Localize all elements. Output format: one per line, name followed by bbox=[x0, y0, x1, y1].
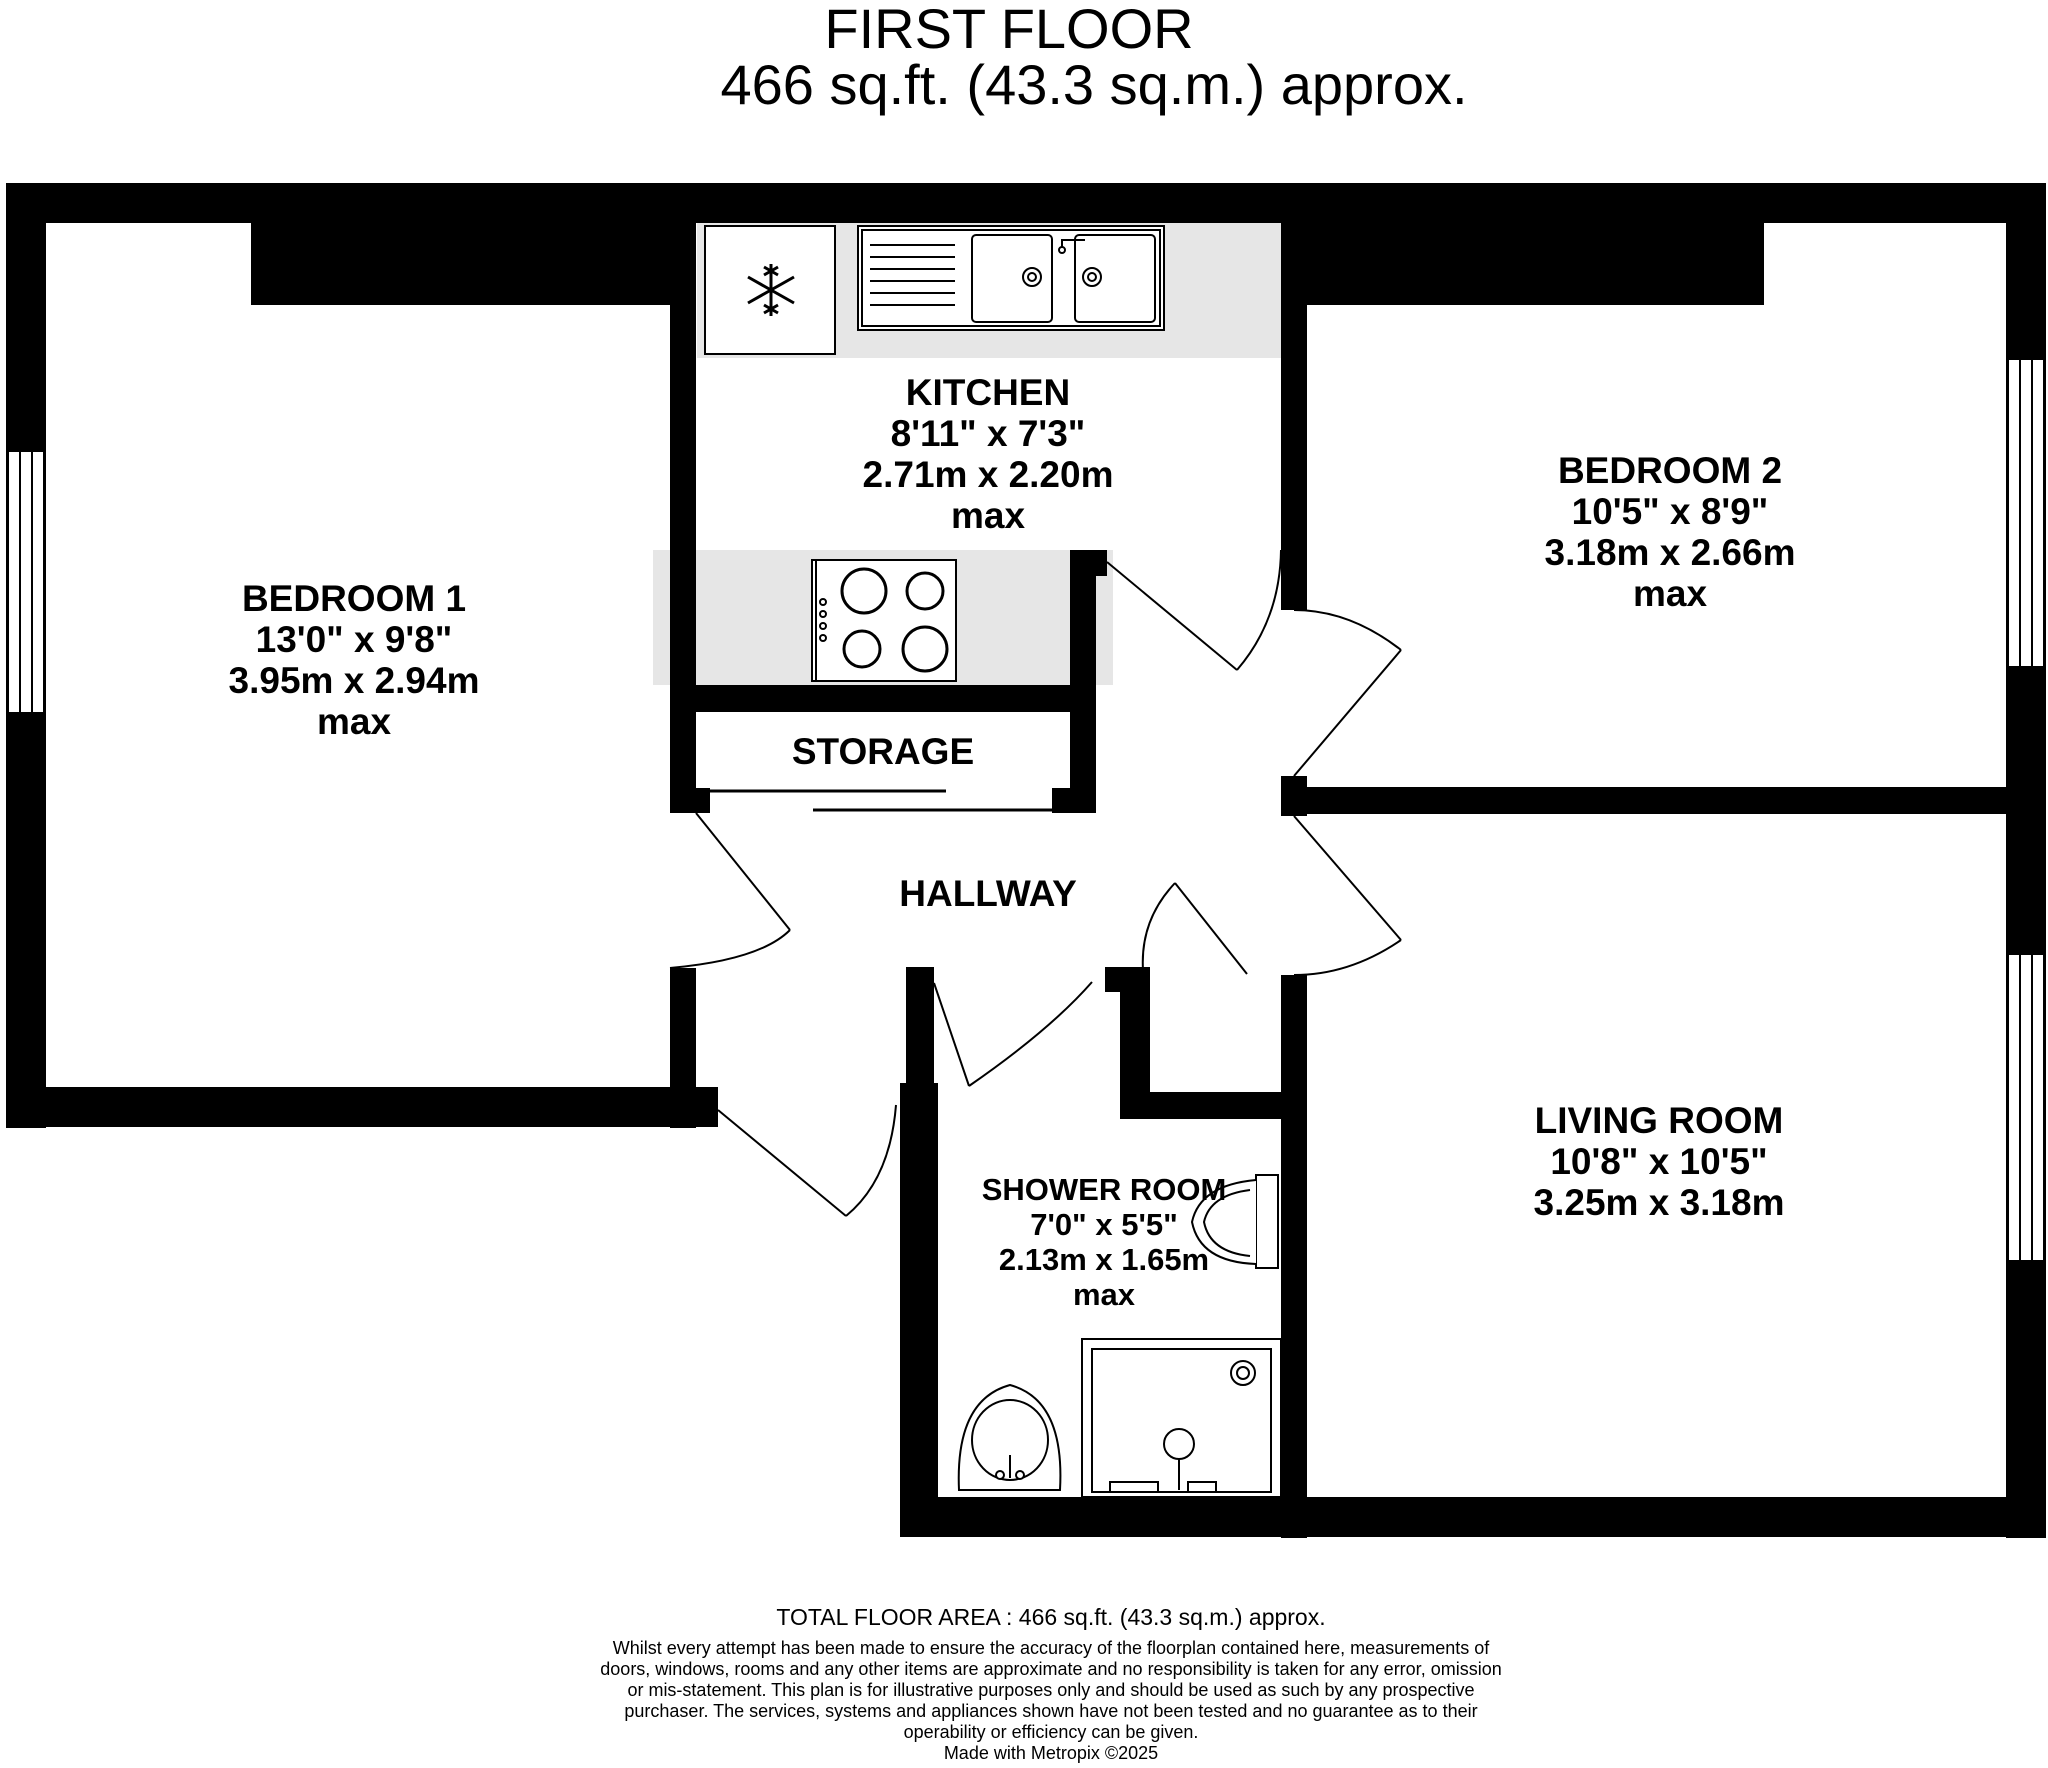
room-size-note: max bbox=[1072, 1277, 1136, 1312]
storage-sliding-door bbox=[710, 791, 1052, 810]
floor-title: FIRST FLOOR bbox=[824, 0, 1194, 60]
basin-icon bbox=[959, 1385, 1061, 1490]
room-size-imperial: 8'11" x 7'3" bbox=[890, 413, 1086, 454]
disclaimer: Whilst every attempt has been made to ensure the accuracy of the floorplan contained here, measurements of doors, windows, rooms and any other items are approximate and no responsibility is taken for any error, omission or mis-statement. This plan is for illustrative purposes only and should be used as such by any prospective purchaser. The services, systems and appliances shown have not been tested and no guarantee as to their operability or efficiency can be given. bbox=[600, 1638, 1502, 1742]
room-size-note: max bbox=[316, 701, 392, 742]
room-size-metric: 3.95m x 2.94m bbox=[228, 660, 480, 701]
room-size-metric: 3.18m x 2.66m bbox=[1544, 532, 1796, 573]
footer bbox=[0, 1603, 2048, 1763]
floor-area-subtitle: 466 sq.ft. (43.3 sq.m.) approx. bbox=[720, 53, 1468, 116]
room-size-metric: 2.13m x 1.65m bbox=[998, 1242, 1210, 1277]
room-size-imperial: 10'8" x 10'5" bbox=[1550, 1141, 1768, 1182]
room-bedroom-1 bbox=[229, 578, 480, 742]
room-bedroom-2 bbox=[1545, 450, 1796, 614]
room-name: LIVING ROOM bbox=[1534, 1100, 1784, 1141]
room-storage bbox=[792, 731, 974, 772]
fridge-freezer-icon bbox=[705, 226, 835, 354]
hob-icon bbox=[812, 560, 956, 681]
shower-tray-icon bbox=[1082, 1339, 1281, 1497]
sink-icon bbox=[858, 226, 1164, 330]
room-name: HALLWAY bbox=[899, 873, 1077, 914]
room-living-room bbox=[1534, 1100, 1785, 1223]
room-hallway bbox=[899, 873, 1076, 914]
room-size-note: max bbox=[1632, 573, 1708, 614]
room-name: STORAGE bbox=[791, 731, 975, 772]
room-size-note: max bbox=[950, 495, 1026, 536]
room-size-metric: 2.71m x 2.20m bbox=[862, 454, 1114, 495]
room-shower-room bbox=[982, 1172, 1227, 1312]
room-kitchen bbox=[863, 372, 1114, 536]
room-size-imperial: 10'5" x 8'9" bbox=[1571, 491, 1769, 532]
room-name: BEDROOM 1 bbox=[241, 578, 467, 619]
credit: Made with Metropix ©2025 bbox=[943, 1743, 1159, 1763]
room-size-imperial: 7'0" x 5'5" bbox=[1030, 1207, 1178, 1242]
room-name: SHOWER ROOM bbox=[981, 1172, 1227, 1207]
room-name: BEDROOM 2 bbox=[1557, 450, 1783, 491]
room-size-imperial: 13'0" x 9'8" bbox=[255, 619, 453, 660]
total-floor-area: TOTAL FLOOR AREA : 466 sq.ft. (43.3 sq.m.) approx. bbox=[776, 1604, 1326, 1630]
room-size-metric: 3.25m x 3.18m bbox=[1533, 1182, 1785, 1223]
room-name: KITCHEN bbox=[905, 372, 1071, 413]
